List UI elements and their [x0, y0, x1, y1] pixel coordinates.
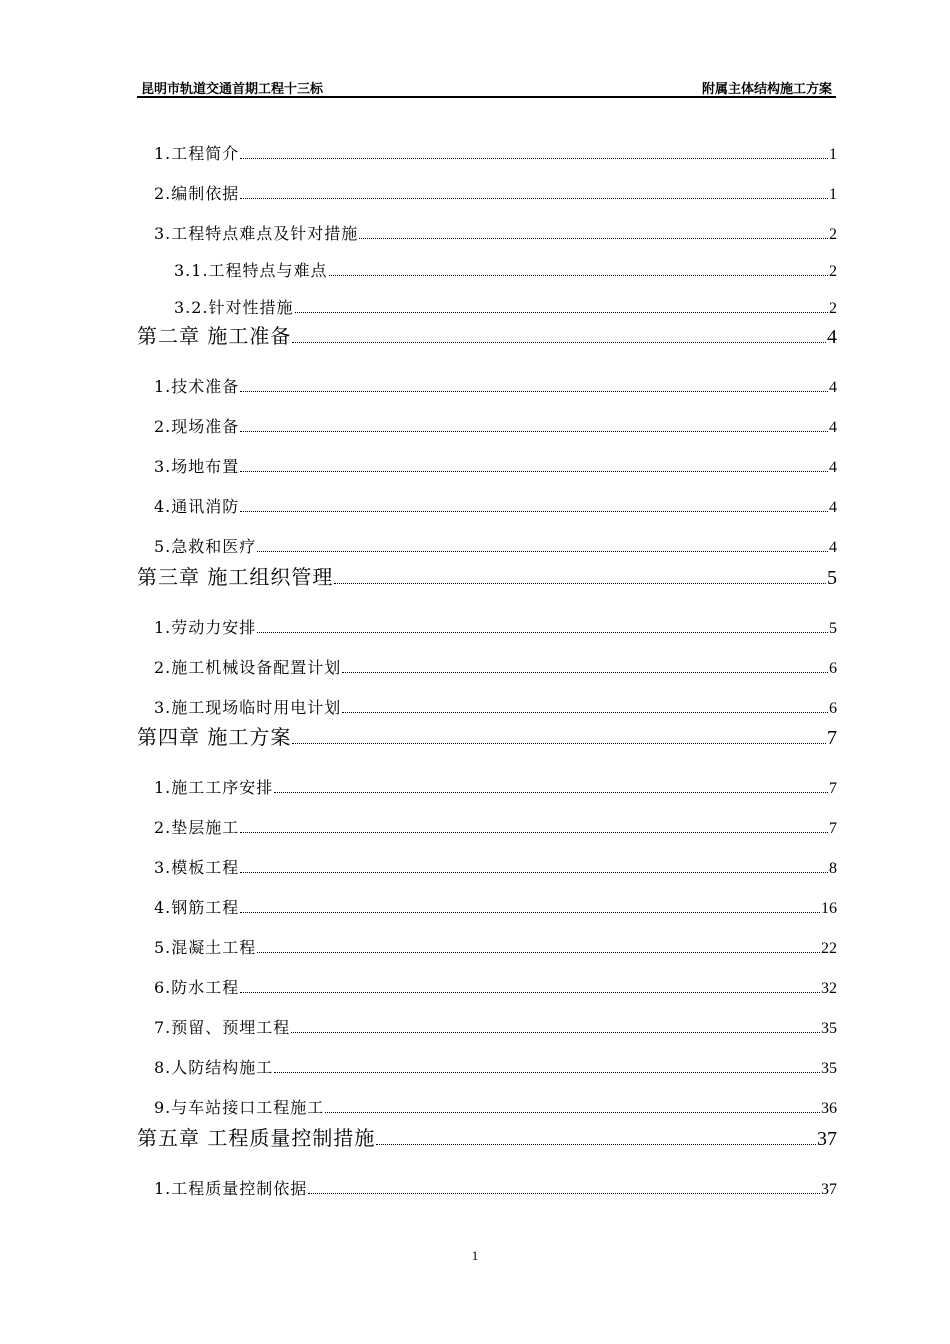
toc-leader-dots [274, 1069, 820, 1073]
toc-entry-page: 7 [829, 780, 837, 797]
toc-leader-dots [257, 548, 828, 552]
toc-entry-page: 2 [829, 226, 837, 243]
toc-entry-page: 6 [829, 660, 837, 677]
toc-entry[interactable] [154, 374, 837, 397]
toc-leader-dots [257, 949, 820, 953]
header-project-name: 昆明市轨道交通首期工程十三标 [141, 82, 324, 97]
toc-entry-title: 2.垫层施工 [154, 818, 240, 837]
toc-entry-title: 5.急救和医疗 [154, 537, 257, 556]
toc-entry-page: 7 [829, 820, 837, 837]
toc-leader-dots [240, 829, 828, 833]
toc-chapter-page: 5 [827, 567, 837, 589]
toc-chapter-title: 第四章 施工方案 [137, 725, 292, 749]
toc-entry-title: 2.施工机械设备配置计划 [154, 658, 342, 677]
header-document-title: 附属主体结构施工方案 [701, 82, 832, 97]
toc-entry-title: 3.模板工程 [154, 858, 240, 877]
toc-entry-title: 4.通讯消防 [154, 497, 240, 516]
toc-entry-title: 9.与车站接口工程施工 [154, 1098, 325, 1117]
toc-entry-page: 4 [829, 499, 837, 516]
toc-leader-dots [291, 1029, 820, 1033]
toc-entry[interactable] [154, 1095, 837, 1118]
toc-leader-dots [240, 388, 828, 392]
toc-entry[interactable] [154, 655, 837, 678]
toc-leader-dots [240, 869, 828, 873]
toc-chapter-page: 37 [817, 1128, 837, 1150]
toc-entry[interactable] [154, 855, 837, 878]
toc-entry-page: 2 [829, 300, 837, 317]
toc-leader-dots [359, 235, 828, 239]
toc-leader-dots [342, 709, 828, 713]
toc-leader-dots [376, 1140, 816, 1145]
toc-chapter-title: 第二章 施工准备 [137, 324, 292, 348]
toc-leader-dots [240, 909, 820, 913]
toc-chapter-page: 4 [827, 326, 837, 348]
toc-leader-dots [295, 309, 828, 313]
toc-entry-title: 2.编制依据 [154, 184, 240, 203]
toc-entry[interactable] [154, 1015, 837, 1038]
toc-entry-page: 4 [829, 459, 837, 476]
toc-entry-page: 4 [829, 419, 837, 436]
toc-entry[interactable] [154, 494, 837, 517]
toc-entry[interactable] [154, 815, 837, 838]
toc-leader-dots [240, 508, 828, 512]
toc-entry-title: 1.技术准备 [154, 377, 240, 396]
toc-entry-page: 35 [821, 1060, 837, 1077]
toc-entry-title: 3.场地布置 [154, 457, 240, 476]
toc-entry-title: 3.工程特点难点及针对措施 [154, 224, 359, 243]
toc-entry-page: 8 [829, 860, 837, 877]
toc-leader-dots [292, 338, 826, 343]
toc-entry[interactable] [154, 975, 837, 998]
toc-entry-title: 2.现场准备 [154, 417, 240, 436]
toc-entry-page: 16 [821, 900, 837, 917]
toc-leader-dots [257, 629, 828, 633]
toc-entry[interactable] [154, 1055, 837, 1078]
toc-entry[interactable] [154, 534, 837, 557]
toc-leader-dots [240, 989, 820, 993]
toc-entry-title: 7.预留、预埋工程 [154, 1018, 291, 1037]
toc-entry[interactable] [154, 141, 837, 164]
toc-entry-page: 35 [821, 1020, 837, 1037]
toc-entry[interactable] [154, 1176, 837, 1199]
toc-entry-title: 1.工程质量控制依据 [154, 1179, 308, 1198]
toc-entry[interactable] [154, 181, 837, 204]
toc-leader-dots [240, 155, 828, 159]
toc-leader-dots [342, 669, 828, 673]
toc-entry-title: 1.工程简介 [154, 144, 240, 163]
toc-entry-page: 1 [829, 186, 837, 203]
toc-leader-dots [334, 579, 826, 584]
toc-entry[interactable] [154, 615, 837, 638]
toc-entry[interactable] [154, 935, 837, 958]
toc-entry-title: 3.2.针对性措施 [174, 298, 294, 317]
toc-leader-dots [240, 428, 828, 432]
toc-entry-title: 3.1.工程特点与难点 [174, 261, 328, 280]
toc-entry-title: 1.劳动力安排 [154, 618, 257, 637]
toc-entry-title: 1.施工工序安排 [154, 778, 274, 797]
toc-chapter-entry[interactable] [137, 721, 837, 750]
toc-entry-page: 4 [829, 539, 837, 556]
toc-leader-dots [325, 1109, 820, 1113]
toc-leader-dots [240, 468, 828, 472]
toc-entry-page: 2 [829, 263, 837, 280]
toc-entry[interactable] [154, 414, 837, 437]
toc-chapter-page: 7 [827, 727, 837, 749]
toc-chapter-entry[interactable] [137, 320, 837, 349]
toc-entry-page: 37 [821, 1181, 837, 1198]
toc-chapter-title: 第五章 工程质量控制措施 [137, 1126, 376, 1150]
toc-chapter-entry[interactable] [137, 1122, 837, 1151]
toc-entry-page: 22 [821, 940, 837, 957]
toc-entry[interactable] [154, 454, 837, 477]
toc-entry-title: 8.人防结构施工 [154, 1058, 274, 1077]
toc-entry[interactable] [154, 895, 837, 918]
toc-leader-dots [329, 272, 828, 276]
toc-chapter-entry[interactable] [137, 561, 837, 590]
toc-entry-page: 5 [829, 620, 837, 637]
toc-entry-page: 6 [829, 700, 837, 717]
toc-entry-page: 36 [821, 1100, 837, 1117]
toc-entry-title: 5.混凝土工程 [154, 938, 257, 957]
toc-entry[interactable] [174, 295, 837, 318]
toc-chapter-title: 第三章 施工组织管理 [137, 565, 334, 589]
toc-leader-dots [292, 739, 826, 744]
toc-entry[interactable] [154, 221, 837, 244]
toc-entry-page: 1 [829, 146, 837, 163]
toc-entry-page: 32 [821, 980, 837, 997]
toc-entry[interactable] [174, 258, 837, 281]
toc-leader-dots [274, 789, 828, 793]
page-number: 1 [471, 1248, 479, 1263]
toc-entry[interactable] [154, 695, 837, 718]
toc-leader-dots [308, 1190, 820, 1194]
toc-entry-title: 4.钢筋工程 [154, 898, 240, 917]
toc-leader-dots [240, 195, 828, 199]
toc-entry-title: 6.防水工程 [154, 978, 240, 997]
toc-entry-page: 4 [829, 379, 837, 396]
toc-entry[interactable] [154, 775, 837, 798]
toc-entry-title: 3.施工现场临时用电计划 [154, 698, 342, 717]
